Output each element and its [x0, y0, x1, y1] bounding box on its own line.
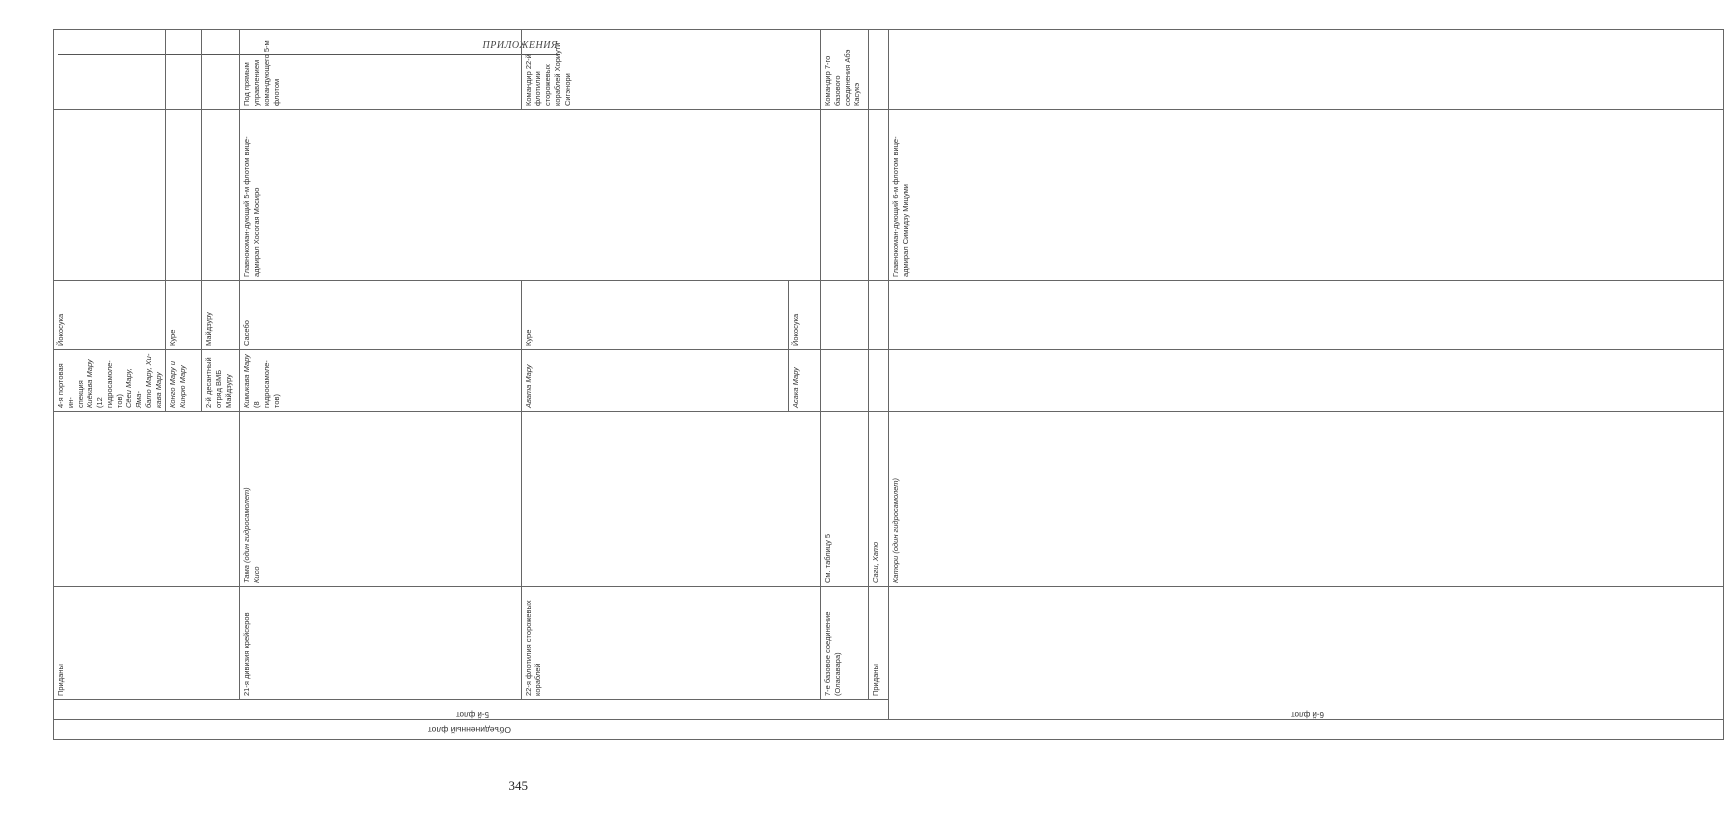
- fleet5-label: 5-й флот: [456, 710, 490, 719]
- fleet5-cell: [54, 700, 889, 720]
- text-line: Сёеи Мару, Яма-: [124, 368, 143, 408]
- avata-base-cell: [521, 281, 788, 350]
- div21-ships: [240, 412, 521, 587]
- fleet6-commander: [889, 109, 1724, 280]
- unit-label: Приданы: [871, 664, 880, 696]
- ship-name: Асака Мару: [791, 367, 800, 408]
- ship-names: Саги, Хато: [871, 541, 880, 583]
- ship-names: Катори (один гидросамолет): [891, 477, 900, 583]
- pridany-bottom-notes: [869, 29, 889, 109]
- base-label: Сасебо: [242, 320, 252, 346]
- flot22-notes: [521, 29, 820, 109]
- ship-name: Кисо: [252, 566, 261, 583]
- base-label: Куре: [168, 329, 178, 346]
- text-line: (8 гидросамоле-: [252, 360, 271, 408]
- text-line: кава Мару: [153, 372, 163, 408]
- commander-text: Главнокоман-дующий 6-м флотом вице-адмирал Симидзу Мицуми: [891, 136, 910, 277]
- base7-attached: [821, 350, 869, 412]
- fleet6-notes: [889, 29, 1724, 109]
- avata-cell: [521, 350, 788, 412]
- flot22-ships: [521, 412, 820, 587]
- combined-fleet-cell: [54, 720, 1724, 740]
- fleet-organization-table: [53, 29, 1724, 740]
- table-row: [240, 29, 521, 739]
- kongo-base-cell: [166, 281, 202, 350]
- table-row: [889, 29, 1724, 739]
- base7-notes: [821, 29, 869, 109]
- ship-names: Конго Мару и Кинрю Мару: [168, 360, 187, 408]
- combined-fleet-label: Объединенный флот: [427, 725, 511, 735]
- unit-label: 22-я флотилия сторожевых кораблей: [523, 600, 543, 696]
- page-number: 345: [508, 778, 528, 793]
- pridany-bottom-ships: [869, 412, 889, 587]
- kongo-commander-cell: [166, 109, 202, 280]
- text-line: тов): [114, 393, 124, 408]
- table-row: [821, 29, 869, 739]
- base7-commander: [821, 109, 869, 280]
- base7-unit: [821, 587, 869, 700]
- base-label: Майдзуру: [204, 312, 214, 346]
- landing-notes-cell: [202, 29, 240, 109]
- landing-base-cell: [202, 281, 240, 350]
- table-row: [869, 29, 889, 739]
- text-line: тов): [271, 393, 281, 408]
- landing-commander-cell: [202, 109, 240, 280]
- landing-cell: [202, 350, 240, 412]
- unit-label: 7-е базовое соединение (Оласавара): [823, 611, 842, 696]
- base7-base: [821, 281, 869, 350]
- commander-text: Главнокоман-дующий 5-м флотом вице-адмирал Хосогая Мосиро: [242, 136, 261, 277]
- pridany-top-ships: [54, 412, 240, 587]
- notes-text: Под прямым управлением командующего 5-м флотом: [242, 40, 281, 106]
- table-row: [54, 29, 166, 739]
- base-label: Йокосука: [56, 313, 65, 346]
- pridany-bottom-attached: [869, 350, 889, 412]
- text-line: бато Мару, Хи-: [143, 353, 153, 408]
- fleet6-base: [889, 281, 1724, 350]
- port-commander-cell: [54, 109, 166, 280]
- div21-base: [240, 281, 521, 350]
- text-line: Кимикава Мару: [242, 354, 252, 408]
- unit-label: 21-я дивизия крейсеров: [242, 612, 252, 696]
- port-notes-cell: [54, 29, 166, 109]
- port-inspection-cell: [54, 350, 166, 412]
- notes-text: Командир 7-го базового соединения Абэ Касукэ: [823, 49, 862, 106]
- div21-unit: [240, 587, 521, 700]
- ships-text: См. таблицу 5: [823, 533, 832, 583]
- ship-name: Авата Мару: [523, 364, 533, 408]
- pridany-bottom-commander: [869, 109, 889, 280]
- pridany-bottom-base: [869, 281, 889, 350]
- text-line: 4-я портовая ин-: [56, 363, 75, 408]
- base-label: Куре: [523, 329, 533, 346]
- flot22-unit: [521, 587, 820, 700]
- ship-name: Тама (один гидросамолет): [242, 487, 252, 583]
- div21-attached: [240, 350, 521, 412]
- base7-ships: [821, 412, 869, 587]
- fleet6-attached: [889, 350, 1724, 412]
- asaka-cell: [789, 350, 821, 412]
- pridany-bottom-unit: [869, 587, 889, 700]
- text-line: спекция: [75, 380, 85, 408]
- notes-text: Командир 22-й флотилии сторожевых кораблей Хориути Сигэнори: [523, 42, 572, 106]
- base-label: Йокосука: [791, 313, 800, 346]
- fleet6-ships: [889, 412, 1724, 587]
- port-base-cell: [54, 281, 166, 350]
- text-line: Киёкава Мару: [85, 359, 95, 408]
- kongo-notes-cell: [166, 29, 202, 109]
- running-header: ПРИЛОЖЕНИЯ: [482, 40, 558, 51]
- div21-notes: [240, 29, 521, 109]
- fleet6-cell: [889, 587, 1724, 720]
- unit-name: 2-й десантный отряд ВМБ Майдзуру: [204, 357, 233, 408]
- asaka-base-cell: [789, 281, 821, 350]
- kongo-cell: [166, 350, 202, 412]
- pridany-top-unit: [54, 587, 240, 700]
- text-line: [242, 415, 252, 583]
- fleet5-commander-cell: [240, 109, 821, 280]
- fleet6-label: 6-й флот: [1291, 710, 1325, 719]
- unit-label: Приданы: [56, 664, 65, 696]
- text-line: (12 гидросамоле-: [95, 360, 114, 408]
